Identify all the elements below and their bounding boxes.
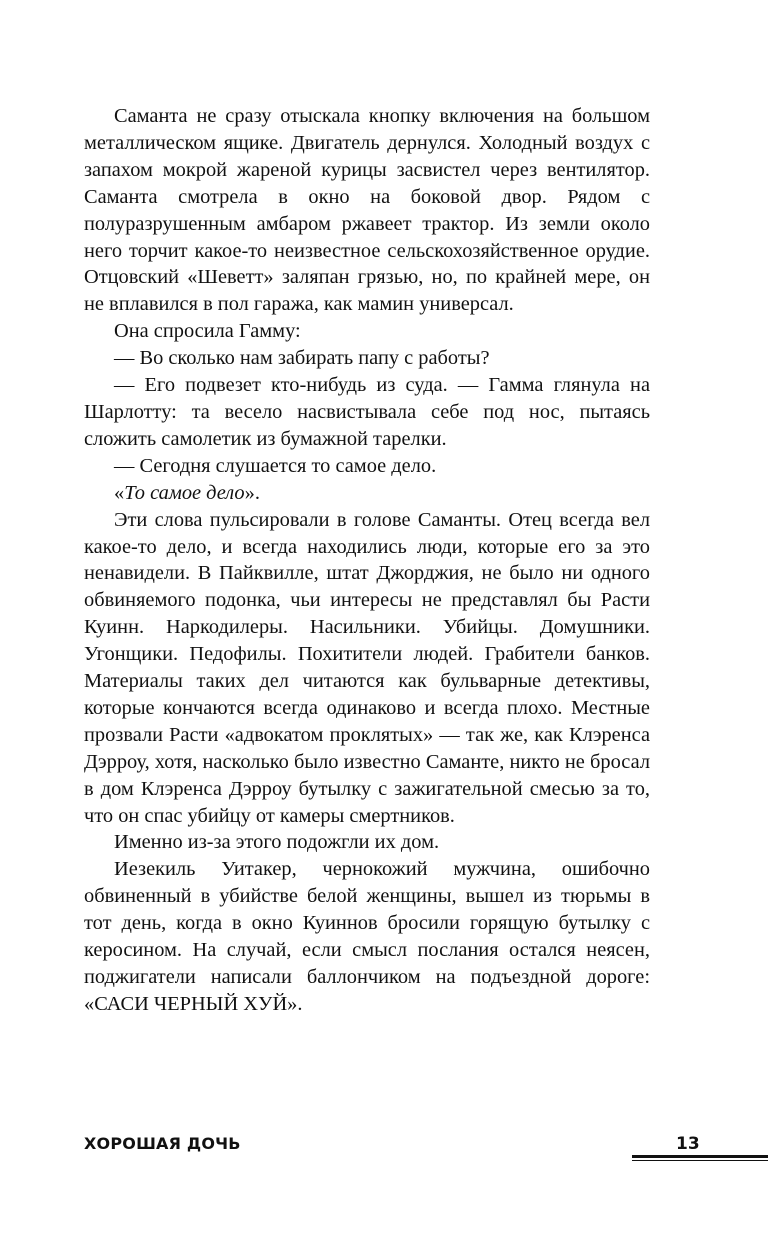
dialogue-line: — Во сколько нам забирать папу с работы? (114, 347, 490, 370)
paragraph: Эти слова пульсировали в голове Саманты. Отец всегда вел какое-то дело, и всегда находились люди, которые его за это ненавидели. В Пайквилле, штат Джорджия, не было ни одного обвиняемого подонка, чьи интересы не представлял бы Расти Куинн. Наркодилеры. Насильники. Убийцы. Домушники. Угонщики. Педофилы. Похитители людей. Грабители банков. Материалы таких дел читаются как бульварные детективы, которые кончаются всегда одинаково и всегда плохо. Местные прозвали Расти «адвокатом проклятых» — так же, как Клэренса Дэрроу, хотя, насколько было известно Саманте, никто не бросал в дом Клэренса Дэрроу бутылку с зажигательной смесью за то, что он спас убийцу от камеры смертников. (84, 508, 650, 827)
italic-phrase: То самое дело (124, 481, 245, 504)
body-text (84, 103, 650, 1018)
running-footer-title: ХОРОШАЯ ДОЧЬ (84, 1134, 241, 1153)
paragraph: Саманта не сразу отыскала кнопку включения на большом металлическом ящике. Двигатель дернулся. Холодный воздух с запахом мокрой жареной курицы засвистел через вентилятор. Саманта смотрела в окно на боковой двор. Рядом с полуразрушенным амбаром ржавеет трактор. Из земли около него торчит какое-то неизвестное сельскохозяйственное орудие. Отцовский «Шеветт» заляпан грязью, но, по крайней мере, он не вплавился в пол гаража, как мамин универсал. (84, 105, 650, 316)
footer-rule-thin (632, 1160, 768, 1161)
dialogue-line: — Его подвезет кто-нибудь из суда. — Гамма глянула на Шарлотту: та весело насвистывала себе под нос, пытаясь сложить самолетик из бумажной тарелки. (84, 374, 650, 450)
paragraph: Иезекиль Уитакер, чернокожий мужчина, ошибочно обвиненный в убийстве белой женщины, вышел из тюрьмы в тот день, когда в окно Куиннов бросили горящую бутылку с керосином. На случай, если смысл послания остался неясен, поджигатели написали баллончиком на подъездной дороге: «САСИ ЧЕРНЫЙ ХУЙ». (84, 858, 650, 1015)
dialogue-line: — Сегодня слушается то самое дело. (114, 454, 437, 477)
page-number: 13 (676, 1134, 700, 1154)
paragraph: Она спросила Гамму: (114, 320, 301, 343)
paragraph: Именно из-за этого подожгли их дом. (114, 831, 440, 854)
italic-quote-line (84, 480, 650, 507)
open-quote: « (114, 481, 125, 504)
close-quote: ». (244, 481, 260, 504)
footer-rule-thick (632, 1155, 768, 1158)
